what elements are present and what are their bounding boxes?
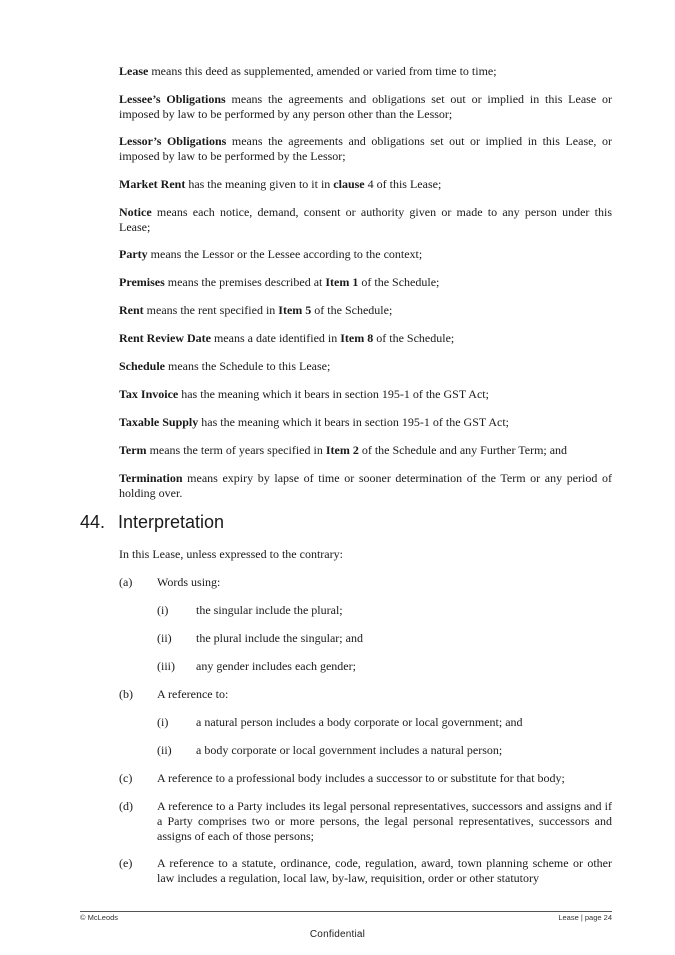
defined-term: Lessor’s Obligations	[119, 134, 227, 148]
definition-termination: Termination means expiry by lapse of time or sooner determination of the Term or any period of holding over.	[119, 471, 612, 500]
item-text: A reference to a professional body includes a successor to or substitute for that body;	[157, 771, 565, 785]
definition-premises: Premises means the premises described at Item 1 of the Schedule;	[119, 275, 440, 289]
defined-term: Notice	[119, 205, 152, 219]
footer-divider	[80, 911, 612, 912]
definition-schedule: Schedule means the Schedule to this Lease;	[119, 359, 331, 373]
definition-tax-invoice: Tax Invoice has the meaning which it bears in section 195-1 of the GST Act;	[119, 387, 489, 401]
definition-market-rent: Market Rent has the meaning given to it in clause 4 of this Lease;	[119, 177, 442, 191]
subitem-text: a natural person includes a body corporate or local government; and	[196, 715, 523, 729]
section-heading	[80, 512, 224, 533]
subitem-text: the singular include the plural;	[196, 603, 343, 617]
item-label: (c)	[119, 771, 133, 785]
footer-confidential: Confidential	[309, 929, 366, 940]
section-intro: In this Lease, unless expressed to the contrary:	[119, 547, 343, 561]
defined-term: Termination	[119, 471, 183, 485]
footer-copyright: © McLeods	[80, 913, 119, 922]
defined-term: Schedule	[119, 359, 166, 373]
defined-term: Term	[119, 443, 147, 457]
subitem-label: (i)	[157, 603, 169, 617]
defined-term: Premises	[119, 275, 165, 289]
item-text: A reference to a statute, ordinance, code, regulation, award, town planning scheme or other law includes a regulation, local law, by-law, requisition, order or other statutory	[157, 856, 612, 885]
subitem-label: (ii)	[157, 631, 172, 645]
item-text: Words using:	[157, 575, 221, 589]
definition-rent-review-date: Rent Review Date means a date identified in Item 8 of the Schedule;	[119, 331, 455, 345]
item-label: (b)	[119, 687, 133, 701]
definition-notice: Notice means each notice, demand, consent or authority given or made to any person under this Lease;	[119, 205, 612, 234]
item-text: A reference to a Party includes its legal personal representatives, successors and assigns and if a Party comprises two or more persons, the legal personal representatives, successors and assigns of each of those persons;	[157, 799, 612, 843]
cross-reference: clause	[333, 177, 365, 191]
definition-lessee-obligations: Lessee’s Obligations means the agreements and obligations set out or implied in this Lease or imposed by law to be performed by any person other than the Lessor;	[119, 92, 612, 121]
cross-reference: Item 1	[325, 275, 359, 289]
section-title: Interpretation	[118, 512, 225, 532]
item-text: A reference to:	[157, 687, 229, 701]
defined-term: Lessee’s Obligations	[119, 92, 226, 106]
definition-lessor-obligations: Lessor’s Obligations means the agreements and obligations set out or implied in this Lease, or imposed by law to be performed by the Lessor;	[119, 134, 612, 163]
cross-reference: Item 2	[325, 443, 359, 457]
footer-page-number: Lease | page 24	[558, 913, 612, 922]
definition-lease: Lease means this deed as supplemented, amended or varied from time to time;	[119, 64, 497, 78]
subitem-text: a body corporate or local government includes a natural person;	[196, 743, 503, 757]
definition-term: Term means the term of years specified in Item 2 of the Schedule and any Further Term; and	[119, 443, 568, 457]
subitem-text: any gender includes each gender;	[196, 659, 356, 673]
subitem-label: (ii)	[157, 743, 172, 757]
item-label: (d)	[119, 799, 133, 813]
definition-rent: Rent means the rent specified in Item 5 of the Schedule;	[119, 303, 393, 317]
definition-taxable-supply: Taxable Supply has the meaning which it bears in section 195-1 of the GST Act;	[119, 415, 509, 429]
defined-term: Rent	[119, 303, 144, 317]
subitem-label: (iii)	[157, 659, 175, 673]
defined-term: Lease	[119, 64, 149, 78]
defined-term: Tax Invoice	[119, 387, 179, 401]
defined-term: Market Rent	[119, 177, 186, 191]
subitem-label: (i)	[157, 715, 169, 729]
item-label: (a)	[119, 575, 133, 589]
section-number: 44.	[80, 512, 106, 532]
subitem-text: the plural include the singular; and	[196, 631, 363, 645]
cross-reference: Item 8	[340, 331, 374, 345]
defined-term: Rent Review Date	[119, 331, 211, 345]
definition-party: Party means the Lessor or the Lessee according to the context;	[119, 247, 423, 261]
cross-reference: Item 5	[278, 303, 312, 317]
defined-term: Party	[119, 247, 148, 261]
defined-term: Taxable Supply	[119, 415, 199, 429]
item-label: (e)	[119, 856, 133, 870]
